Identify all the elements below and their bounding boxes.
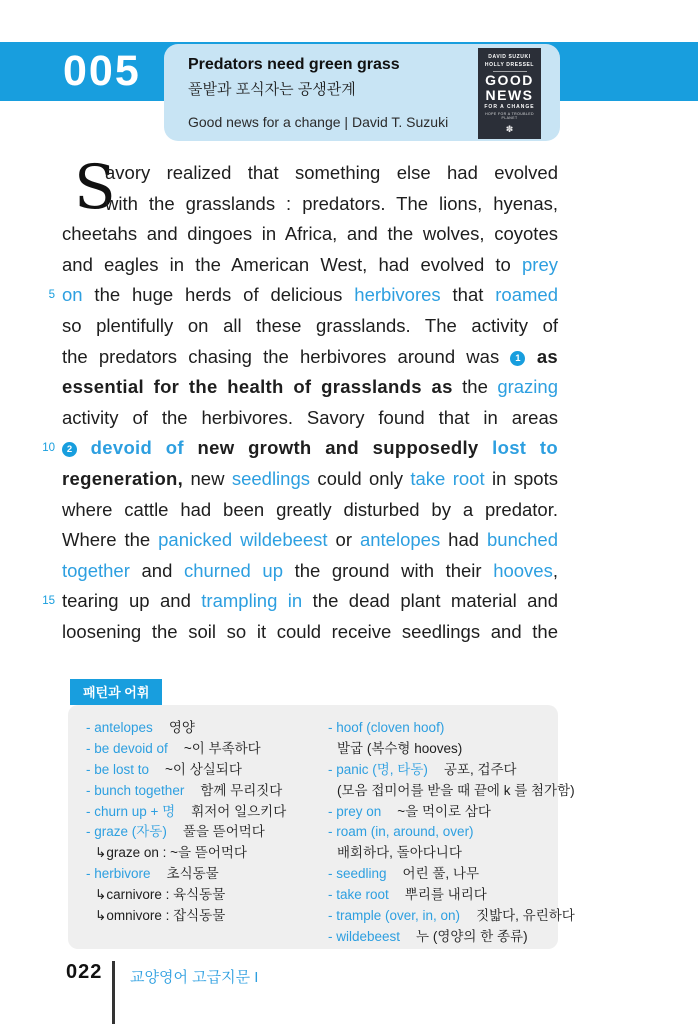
vocab-term: - wildebeest: [328, 929, 400, 944]
vocab-entry-continuation: [86, 885, 328, 906]
passage-text: churned up: [183, 559, 283, 581]
passage-text: loosening the soil so it could receive seedlings and the: [62, 620, 558, 642]
vocab-entry: [86, 781, 328, 802]
vocab-column-left: [86, 718, 328, 949]
vocab-entry: [328, 718, 554, 739]
vocab-entry-continuation: [328, 781, 575, 802]
vocab-entry: [328, 927, 554, 948]
vocab-sub-entry: ↳ carnivore : 육식동물: [86, 887, 225, 902]
vocab-term: - panic (명, 타동): [328, 762, 428, 777]
vocab-sub-entry: ↳ omnivore : 잡식동물: [86, 908, 225, 923]
passage-text: together: [62, 559, 130, 581]
vocab-term: - seedling: [328, 866, 387, 881]
vocab-entry: [328, 802, 554, 823]
vocab-term: - antelopes: [86, 720, 153, 735]
passage-text: Where the: [62, 529, 159, 551]
book-cover-authors: [478, 54, 541, 69]
passage-text: bunched: [487, 529, 558, 551]
vocab-definition-continuation: 배회하다, 돌아다니다: [337, 845, 462, 861]
passage-text: grazing: [497, 376, 558, 398]
vocab-definition: 휘저어 일으키다: [191, 803, 287, 819]
passage-text: on: [62, 284, 83, 306]
vocab-term: - hoof (cloven hoof): [328, 720, 444, 735]
passage-text: avory realized that something else had evolved: [105, 162, 558, 183]
vocab-entry-continuation: [86, 906, 328, 927]
vocab-definition: ~이 부족하다: [183, 740, 261, 756]
passage-line: [62, 495, 558, 526]
passage-line: [62, 219, 558, 250]
vocab-entry: [328, 760, 554, 781]
vocab-term: - prey on: [328, 804, 381, 819]
passage-text: as: [525, 345, 558, 367]
vocab-definition: 누 (영양의 한 종류): [416, 928, 528, 944]
passage-text: could only: [310, 467, 411, 489]
passage-line: [62, 403, 558, 434]
source-line: Good news for a change | David T. Suzuki: [188, 114, 449, 130]
passage-line: [62, 617, 558, 648]
vocab-definition: 풀을 뜯어먹다: [182, 824, 265, 840]
passage-text: roamed: [495, 284, 558, 306]
passage-text: prey: [522, 253, 558, 275]
book-cover-subtitle: FOR A CHANGE: [484, 104, 535, 111]
passage-text: seedlings: [231, 467, 310, 489]
passage-text: lost to: [492, 437, 558, 459]
passage-text: trampling in: [201, 590, 303, 612]
vocab-entry: [86, 760, 328, 781]
vocab-term: - herbivore: [86, 866, 151, 881]
passage-text: new: [183, 467, 232, 489]
passage-text: or: [327, 529, 360, 551]
passage-text: new growth and supposedly: [197, 437, 493, 459]
passage-line: [62, 158, 558, 189]
vocab-entry: [328, 885, 554, 906]
passage-text: that: [440, 284, 496, 306]
passage-text: where cattle had been greatly disturbed by a predator.: [62, 498, 558, 520]
passage-line: [62, 189, 558, 220]
vocab-term: - graze (자동): [86, 824, 167, 839]
passage-text: antelopes: [359, 529, 441, 551]
passage-text: activity of the herbivores. Savory found that in areas: [62, 406, 558, 428]
vocab-entry: [328, 906, 575, 927]
passage-line: [62, 464, 558, 495]
passage-line: [62, 372, 558, 403]
passage-text: essential for the health of grasslands as: [62, 376, 453, 398]
footer-divider: [112, 961, 115, 1024]
passage-title-english: Predators need green grass: [188, 56, 400, 73]
footer-book-title: 교양영어 고급지문 I: [130, 969, 259, 986]
lesson-number: 005: [63, 47, 141, 95]
passage-text: panicked wildebeest: [158, 529, 328, 551]
passage-text: devoid of: [77, 437, 198, 459]
vocab-term: - take root: [328, 887, 389, 902]
vocab-definition: 함께 무리짓다: [200, 782, 283, 798]
passage-text: the ground with their: [282, 559, 494, 581]
book-cover-title-line1: GOOD: [485, 72, 534, 88]
vocab-term: - trample (over, in, on): [328, 908, 460, 923]
vocab-definition: 초식동물: [166, 866, 219, 882]
passage: [42, 152, 558, 648]
book-cover-author1: DAVID SUZUKI: [488, 54, 531, 60]
vocab-entry: [86, 822, 328, 843]
passage-title-korean: 풀밭과 포식자는 공생관계: [188, 81, 356, 98]
passage-text: in spots: [484, 467, 558, 489]
passage-line: [62, 525, 558, 556]
vocab-definition-continuation: (모음 접미어를 받을 때 끝에 k 를 첨가함): [337, 782, 575, 798]
passage-text: take root: [410, 467, 485, 489]
passage-text: herbivores: [354, 284, 441, 306]
passage-text: the dead plant material and: [302, 590, 558, 612]
note-marker-1: 1: [510, 351, 525, 366]
passage-text: so plentifully on all these grasslands. The activity of: [62, 314, 558, 336]
passage-line: [62, 342, 558, 373]
book-cover-author2: HOLLY DRESSEL: [484, 61, 535, 68]
vocab-definition: 짓밟다, 유린하다: [476, 908, 575, 924]
passage-line: [62, 311, 558, 342]
passage-text: had: [440, 529, 488, 551]
vocab-entry-continuation: [328, 843, 554, 864]
vocab-term: - be lost to: [86, 762, 149, 777]
passage-line: [42, 586, 558, 617]
page-number: 022: [66, 961, 103, 983]
flower-icon: ✽: [505, 124, 514, 135]
vocab-term: - be devoid of: [86, 741, 168, 756]
vocab-entry: [328, 864, 554, 885]
book-cover-tagline: HOPE FOR A TROUBLED PLANET: [485, 112, 534, 121]
vocab-definition: ~이 상실되다: [165, 761, 242, 777]
passage-text: and: [129, 559, 184, 581]
vocab-term: - roam (in, around, over): [328, 824, 474, 839]
passage-text: ,: [552, 559, 558, 581]
line-number: 10: [42, 442, 55, 455]
passage-lines: [42, 152, 558, 648]
note-marker-2: 2: [62, 442, 77, 457]
passage-line: [48, 280, 558, 311]
vocab-entry: [86, 739, 328, 760]
vocab-entry: [86, 864, 328, 885]
passage-text: cheetahs and dingoes in Africa, and the wolves, coyotes: [62, 223, 558, 245]
vocab-sub-entry: ↳ graze on : ~을 뜯어먹다: [86, 845, 247, 860]
passage-text: with the grasslands : predators. The lions, hyenas,: [105, 192, 558, 214]
vocab-term: - churn up + 명: [86, 804, 175, 819]
vocab-definition-continuation: 발굽 (복수형 hooves): [337, 740, 463, 756]
passage-text: the huge herds of delicious: [82, 284, 355, 306]
vocab-definition: 뿌리를 내리다: [404, 887, 487, 903]
passage-text: and eagles in the American West, had evolved to: [62, 253, 522, 275]
vocab-column-right: [328, 718, 575, 949]
vocab-entry-continuation: [86, 843, 328, 864]
vocab-entry: [86, 718, 328, 739]
line-number: 5: [48, 289, 55, 302]
passage-text: hooves: [493, 559, 553, 581]
passage-text: the: [452, 376, 498, 398]
vocab-entry: [86, 802, 328, 823]
vocab-definition: 공포, 겁주다: [443, 761, 517, 777]
passage-text: tearing up and: [62, 590, 202, 612]
book-cover-title-line2: NEWS: [485, 86, 534, 103]
vocab-section-label: 패턴과 어휘: [70, 679, 162, 705]
vocab-entry-continuation: [328, 739, 554, 760]
passage-line: [62, 250, 558, 281]
vocab-entry: [328, 822, 554, 843]
vocab-definition: 어린 풀, 나무: [402, 866, 480, 882]
passage-line: [42, 433, 558, 464]
line-number: 15: [42, 595, 55, 608]
passage-line: [62, 556, 558, 587]
book-cover: [478, 48, 541, 139]
passage-text: regeneration,: [62, 467, 184, 489]
drop-cap: S: [74, 152, 116, 223]
vocab-definition: ~을 먹이로 삼다: [397, 803, 491, 819]
title-box: [164, 44, 560, 141]
passage-text: the predators chasing the herbivores around was: [62, 345, 511, 367]
vocab-box: [68, 705, 575, 949]
vocab-term: - bunch together: [86, 783, 184, 798]
vocab-definition: 영양: [168, 720, 195, 735]
